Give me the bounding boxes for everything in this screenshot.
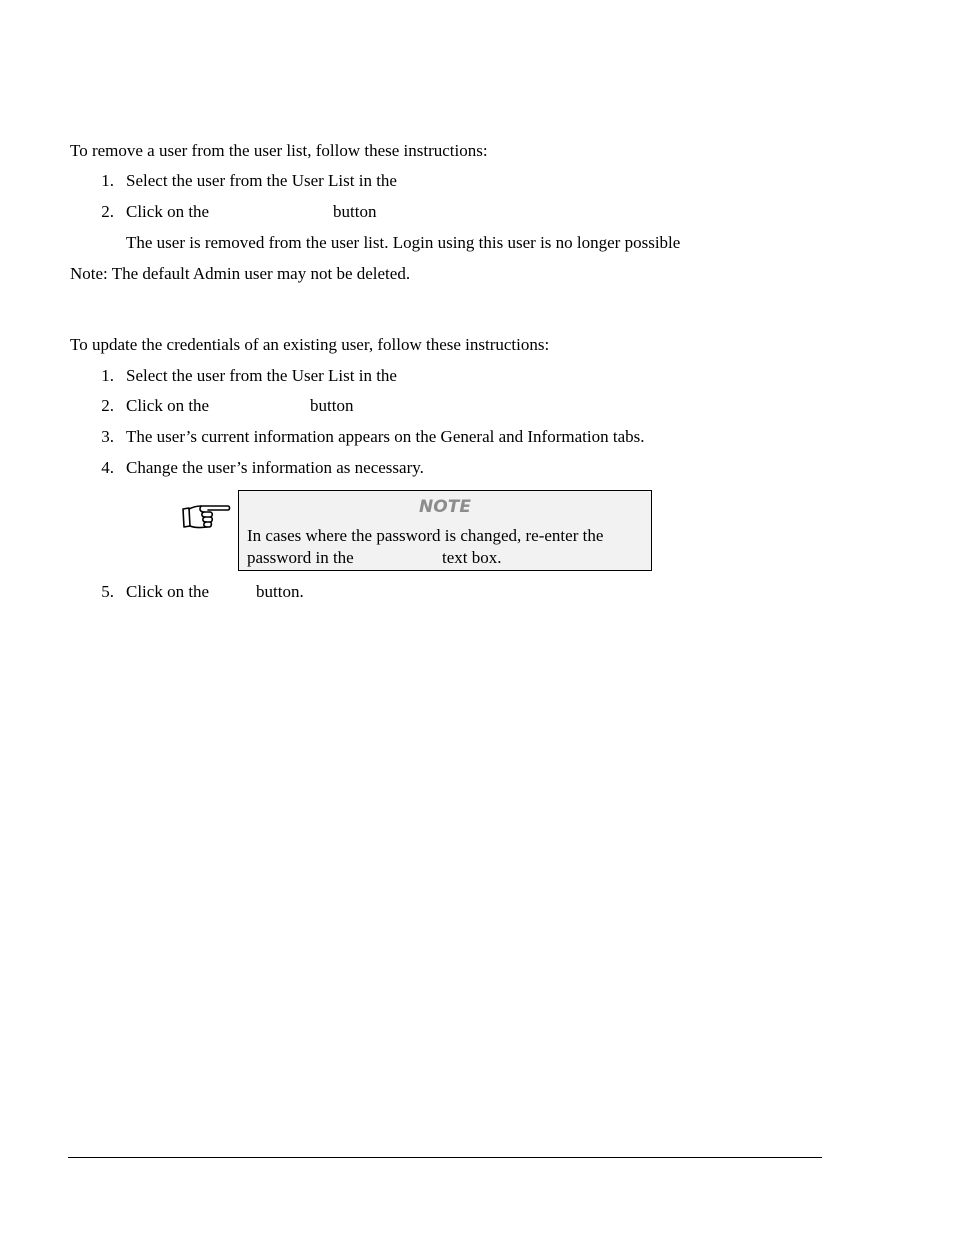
remove-step-2-number: 2. <box>101 202 114 221</box>
update-step-2-text-after: button <box>310 396 354 415</box>
note-line-1: In cases where the password is changed, re-enter the <box>247 526 604 545</box>
note-box <box>238 490 652 571</box>
update-step-4-number: 4. <box>101 458 114 477</box>
remove-note-text: Note: The default Admin user may not be deleted. <box>70 264 411 283</box>
update-step-3-text: The user’s current information appears on the General and Information tabs. <box>126 427 645 446</box>
update-step-5-text-after: button. <box>256 582 304 601</box>
update-step-3-number: 3. <box>101 427 114 446</box>
update-intro: To update the credentials of an existing user, follow these instructions: <box>70 335 550 354</box>
update-step-4-text: Change the user’s information as necessary. <box>126 458 424 477</box>
update-step-1-text: Select the user from the User List in the <box>126 366 397 385</box>
remove-step-2-text-before: Click on the <box>126 202 210 221</box>
update-step-2-text-before: Click on the <box>126 396 210 415</box>
update-step-5-text-before: Click on the <box>126 582 210 601</box>
note-line-2-after: text box. <box>442 548 502 567</box>
remove-step-2-text-after: button <box>333 202 377 221</box>
update-step-2-number: 2. <box>101 396 114 415</box>
pointing-hand-icon <box>180 500 232 534</box>
note-title: NOTE <box>419 497 471 517</box>
remove-step-1-text: Select the user from the User List in the <box>126 171 397 190</box>
update-step-5-number: 5. <box>101 582 114 601</box>
note-line-2-before: password in the <box>247 548 354 567</box>
remove-result-text: The user is removed from the user list. Login using this user is no longer possible <box>126 233 681 252</box>
update-step-1-number: 1. <box>101 366 114 385</box>
footer-divider <box>68 1157 822 1158</box>
remove-intro: To remove a user from the user list, follow these instructions: <box>70 141 488 160</box>
remove-step-1-number: 1. <box>101 171 114 190</box>
